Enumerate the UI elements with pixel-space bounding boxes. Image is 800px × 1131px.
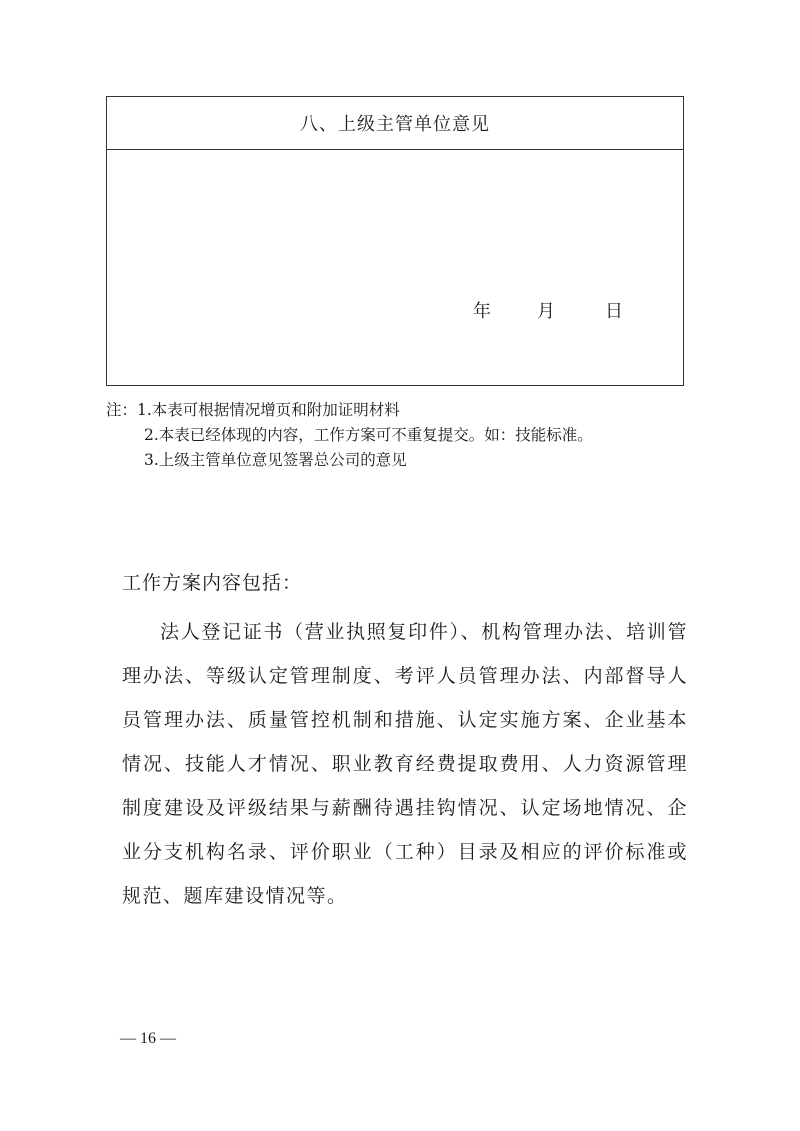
- superior-opinion-table: [106, 96, 684, 386]
- table-header: 八、上级主管单位意见: [107, 97, 683, 150]
- signature-date-row: [473, 297, 623, 323]
- date-year-label: 年: [473, 301, 491, 322]
- work-plan-title: 工作方案内容包括：: [122, 572, 303, 594]
- date-day-label: 日: [605, 301, 623, 322]
- date-month-label: 月: [537, 301, 555, 322]
- note-item-3: 3.上级主管单位意见签署总公司的意见: [144, 451, 407, 469]
- note-item-2: 2.本表已经体现的内容，工作方案可不重复提交。如：技能标准。: [144, 426, 593, 444]
- notes-prefix: 注：: [106, 401, 138, 419]
- work-plan-body: 法人登记证书（营业执照复印件）、机构管理办法、培训管理办法、等级认定管理制度、考评人员管理办法、内部督导人员管理办法、质量管控机制和措施、认定实施方案、企业基本情况、技能人才情况、职业教育经费提取费用、人力资源管理制度建设及评级结果与薪酬待遇挂钩情况、认定场地情况、企业分支机构名录、评价职业（工种）目录及相应的评价标准或规范、题库建设情况等。: [122, 621, 688, 907]
- note-item-1: 注：1.本表可根据情况增页和附加证明材料: [106, 401, 400, 419]
- notes-block: [106, 398, 593, 473]
- page-number: — 16 —: [120, 1030, 176, 1047]
